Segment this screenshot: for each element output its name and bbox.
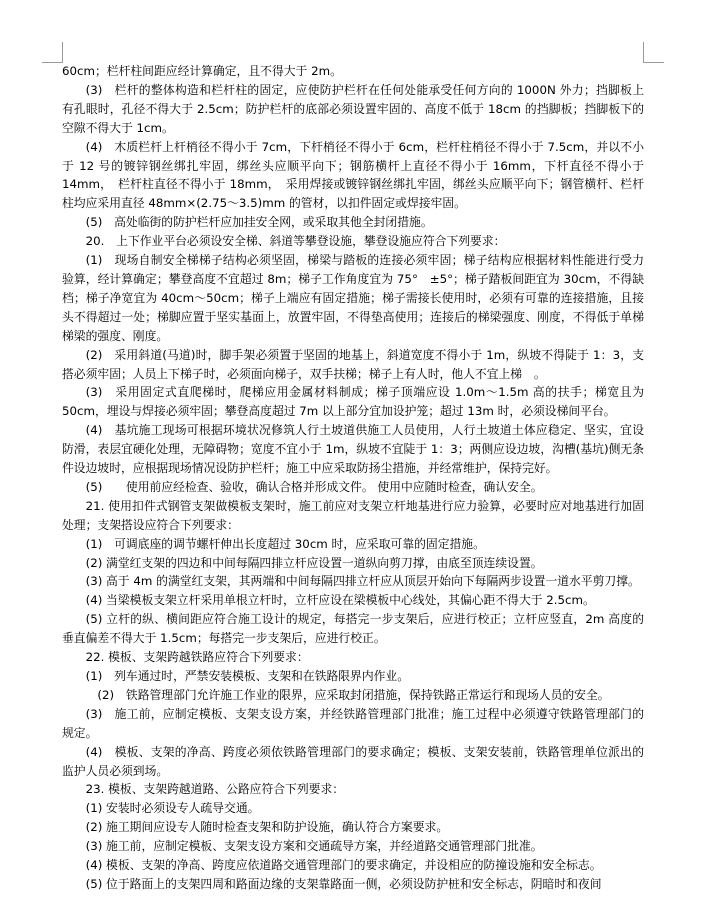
paragraph: 23. 模板、支架跨越道路、公路应符合下列要求：: [85, 782, 345, 797]
paragraph: (2) 施工期间应设专人随时检查支架和防护设施，确认符合方案要求。: [85, 820, 449, 835]
paragraph: (5) 立杆的纵、横间距应符合施工设计的规定，每搭完一步支架后，应进行校正；立杆应竖直，2m 高度的垂直偏差不得大于 1.5cm；每搭完一步支架后，应进行校正。: [62, 612, 644, 646]
paragraph: (1) 列车通过时，严禁安装模板、支架和在铁路限界内作业。: [85, 669, 410, 683]
paragraph: (2) 满堂红支架的四边和中间每隔四排立杆应设置一道纵向剪刀撑，由底至顶连续设置。: [85, 555, 543, 570]
paragraph: (1) 安装时必须设专人疏导交通。: [85, 801, 260, 816]
paragraph: (4) 当梁模板支架立杆采用单根立杆时，立杆应设在梁模板中心线处，其偏心距不得大于 2.5cm。: [85, 593, 595, 608]
paragraph: (4) 木质栏杆上杆梢径不得小于 7cm，下杆梢径不得小于 6cm，栏杆柱梢径不得小于 7.5cm，并以不小于 12 号的镀锌钢丝绑扎牢固，绑丝头应顺平向下；钢筋横杆上直径不得小于 16mm，下杆直径不得小于 14mm， 栏杆柱直径不得小于 18mm， 采用焊接或镀锌钢丝绑扎牢固，绑丝头应顺平向下；钢管横杆、栏杆柱均应采用直径 48mm×(2.75～3.5)mm 的管材，以扣件固定或焊接牢固。: [62, 139, 644, 211]
paragraph: (3) 高于 4m 的满堂红支架，其两端和中间每隔四排立杆应从顶层开始向下每隔两步设置一道水平剪刀撑。: [85, 574, 640, 589]
paragraph: 20. 上下作业平台必须设安全梯、斜道等攀登设施，攀登设施应符合下列要求：: [85, 234, 506, 249]
paragraph: (2) 采用斜道(马道)时，脚手架必须置于坚固的地基上，斜道宽度不得小于 1m，纵坡不得陡于 1：3，支搭必须牢固；人员上下梯子时，必须面向梯子，双手扶梯；梯子上有人时，他人不宜上梯 。: [62, 347, 644, 381]
document-body: [62, 62, 644, 894]
paragraph: (5) 高处临街的防护栏杆应加挂安全网，或采取其他全封闭措施。: [85, 215, 433, 230]
paragraph: (1) 可调底座的调节螺杆伸出长度超过 30cm 时，应采取可靠的固定措施。: [85, 536, 485, 551]
paragraph: (1) 现场自制安全梯梯子结构必须坚固，梯梁与踏板的连接必须牢固；梯子结构应根据材料性能进行受力验算，经计算确定；攀登高度不宜超过 8m；梯子工作角度宜为 75° ±5°；梯子踏板间距宜为 30cm，不得缺档；梯子净宽宜为 40cm～50cm；梯子上端应有固定措施；梯子需接长使用时，必须有可靠的连接措施，且接头不得超过一处；梯脚应置于坚实基面上，放置牢固，不得垫高使用；连接后的梯梁强度、刚度，不得低于单梯梯梁的强度、刚度。: [62, 253, 644, 343]
paragraph: (5) 使用前应经检查、验收，确认合格并形成文件。 使用中应随时检查，确认安全。: [85, 479, 543, 494]
paragraph: (3) 施工前，应制定模板、支架支设方案和交通疏导方案，并经道路交通管理部门批准。: [85, 839, 543, 854]
paragraph: (4) 模板、支架的净高、跨度必须依铁路管理部门的要求确定；模板、支架安装前，铁路管理单位派出的监护人员必须到场。: [62, 744, 644, 778]
paragraph: (3) 施工前，应制定模板、支架支设方案，并经铁路管理部门批准；施工过程中必须遵守铁路管理部门的规定。: [62, 706, 644, 740]
paragraph: (3) 采用固定式直爬梯时，爬梯应用金属材料制成；梯子顶端应设 1.0m～1.5m 高的扶手；梯宽且为 50cm，埋设与焊接必须牢固；攀登高度超过 7m 以上部分宜加设护笼；超过 13m 时，必须设梯间平台。: [62, 385, 644, 419]
paragraph: (4) 基坑施工现场可根据环境状况修筑人行土坡道供施工人员使用，人行土坡道土体应稳定、坚实，宜设防滑，表层宜硬化处理，无障碍物；宽度不宜小于 1m，纵坡不宜陡于 1：3；两侧应设边坡，沟槽(基坑)侧无条件设边坡时，应根据现场情况设防护栏杆；施工中应采取防扬尘措施，并经常维护，保持完好。: [62, 423, 644, 476]
paragraph: (5) 位于路面上的支架四周和路面边缘的支架靠路面一侧，必须设防护桩和安全标志，阴暗时和夜间: [85, 876, 602, 891]
paragraph: 22. 模板、支架跨越铁路应符合下列要求：: [85, 650, 309, 665]
margin-corner-mark-left: [42, 42, 63, 63]
paragraph: 60cm；栏杆柱间距应经计算确定，且不得大于 2m。: [62, 64, 342, 78]
paragraph: (4) 模板、支架的净高、跨度应依道路交通管理部门的要求确定，并设相应的防撞设施和安全标志。: [85, 858, 602, 873]
paragraph: (3) 栏杆的整体构造和栏杆柱的固定，应使防护栏杆在任何处能承受任何方向的 1000N 外力；挡脚板上有孔眼时，孔径不得大于 2.5cm；防护栏杆的底部必须设置牢固的、高度不低于 18cm 的挡脚板；挡脚板下的空隙不得大于 1cm。: [62, 82, 644, 135]
paragraph: (2) 铁路管理部门允许施工作业的限界，应采取封闭措施，保持铁路正常运行和现场人员的安全。: [85, 687, 610, 702]
paragraph: 21. 使用扣件式钢管支架做模板支架时，施工前应对支架立杆地基进行应力验算，必要时应对地基进行加固处理；支架搭设应符合下列要求：: [62, 498, 644, 532]
margin-corner-mark-right: [643, 42, 664, 63]
